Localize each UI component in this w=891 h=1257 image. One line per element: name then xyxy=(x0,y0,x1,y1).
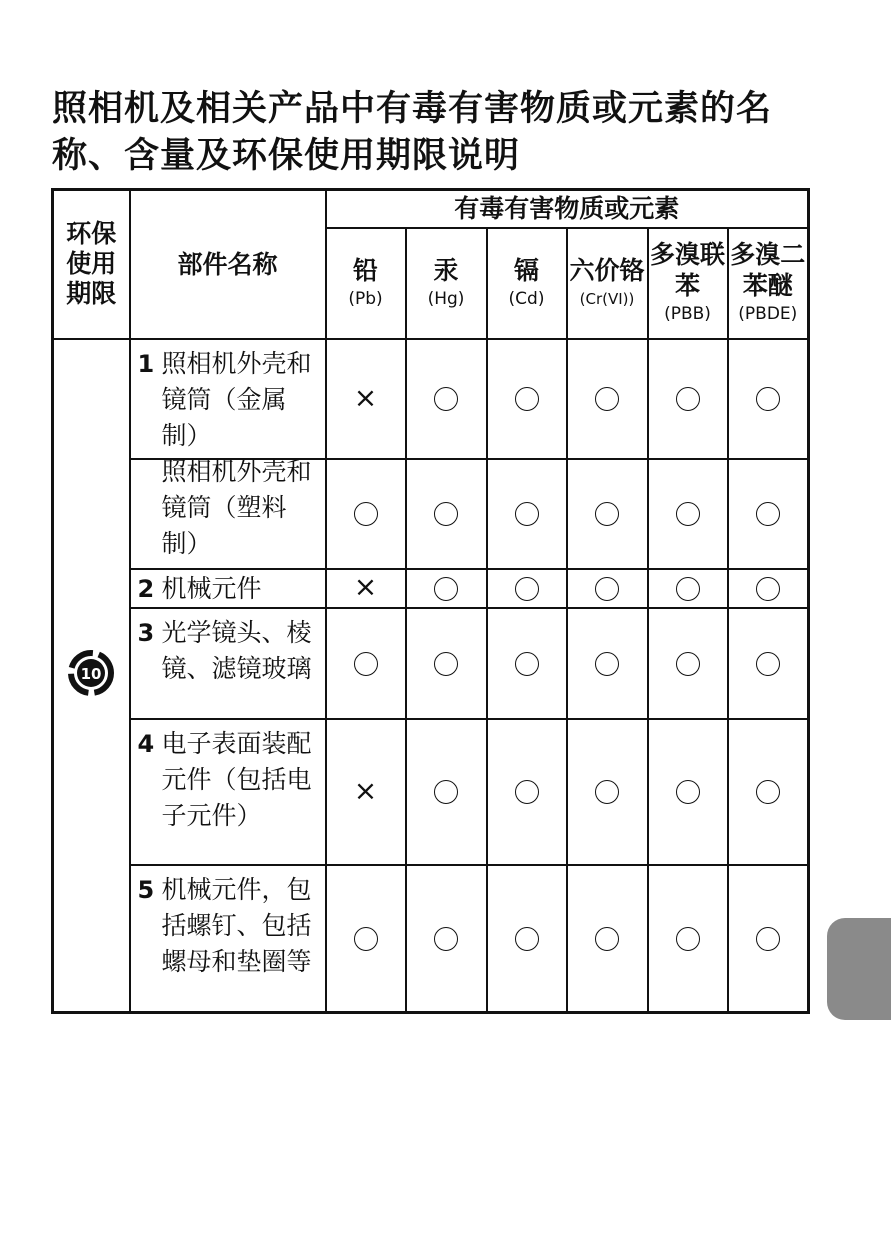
period-header xyxy=(53,190,130,339)
epup-10-icon xyxy=(67,649,115,697)
substance-group-header xyxy=(326,190,809,228)
absent-mark xyxy=(515,577,539,601)
element-name: 多溴联苯 xyxy=(649,240,725,300)
substance-group-label: 有毒有害物质或元素 xyxy=(454,194,680,224)
hazardous-substance-table xyxy=(51,188,810,1014)
part-name-header xyxy=(130,190,326,339)
substance-mark-cell xyxy=(728,865,809,1013)
substance-mark-cell xyxy=(648,865,728,1013)
substance-mark-cell xyxy=(567,569,648,608)
absent-mark xyxy=(515,387,539,411)
substance-mark-cell xyxy=(567,719,648,865)
part-name-cell xyxy=(130,865,326,1013)
element-symbol: (Hg) xyxy=(427,288,465,309)
part-name-text: 机械元件，包括螺钉、包括螺母和垫圈等 xyxy=(161,874,312,976)
absent-mark xyxy=(354,502,378,526)
substance-mark-cell xyxy=(648,339,728,459)
absent-mark xyxy=(434,577,458,601)
substance-mark-cell xyxy=(648,608,728,719)
element-symbol: (Cd) xyxy=(508,288,545,309)
absent-mark xyxy=(595,577,619,601)
absent-mark xyxy=(595,780,619,804)
part-name-cell xyxy=(130,339,326,459)
substance-mark-cell xyxy=(326,569,406,608)
substance-mark-cell xyxy=(326,459,406,569)
substance-mark-cell xyxy=(567,459,648,569)
substance-mark-cell xyxy=(406,865,487,1013)
exceeds-mark: × xyxy=(353,773,378,807)
element-name: 六价铬 xyxy=(569,255,645,285)
substance-mark-cell xyxy=(728,719,809,865)
substance-mark-cell xyxy=(487,459,567,569)
substance-mark-cell xyxy=(487,865,567,1013)
section-tab xyxy=(827,918,891,1020)
element-name: 汞 xyxy=(433,255,459,285)
absent-mark xyxy=(515,652,539,676)
page-title xyxy=(52,86,812,180)
absent-mark xyxy=(434,652,458,676)
table-row xyxy=(53,459,809,569)
element-name: 多溴二苯醚 xyxy=(730,240,806,300)
substance-mark-cell xyxy=(728,608,809,719)
substance-mark-cell xyxy=(487,569,567,608)
part-name-text: 照相机外壳和镜筒（塑料制） xyxy=(161,456,312,558)
element-name: 铅 xyxy=(352,255,378,285)
absent-mark xyxy=(676,780,700,804)
element-header xyxy=(728,228,809,339)
part-name-text: 光学镜头、棱镜、滤镜玻璃 xyxy=(161,617,312,683)
element-symbol: (PBDE) xyxy=(738,304,798,324)
substance-mark-cell xyxy=(406,608,487,719)
absent-mark xyxy=(595,387,619,411)
absent-mark xyxy=(756,502,780,526)
absent-mark xyxy=(756,927,780,951)
substance-mark-cell xyxy=(326,719,406,865)
part-name-text: 机械元件 xyxy=(161,573,262,603)
absent-mark xyxy=(354,927,378,951)
substance-mark-cell xyxy=(648,459,728,569)
absent-mark xyxy=(676,927,700,951)
element-header xyxy=(406,228,487,339)
part-number: 1 xyxy=(137,349,155,378)
substance-mark-cell xyxy=(406,719,487,865)
part-number: 2 xyxy=(137,574,155,603)
part-name-cell xyxy=(130,569,326,608)
substance-mark-cell xyxy=(326,865,406,1013)
part-name-cell xyxy=(130,456,326,569)
substance-mark-cell xyxy=(487,719,567,865)
absent-mark xyxy=(756,577,780,601)
table-row xyxy=(53,569,809,608)
part-name-cell xyxy=(130,719,326,865)
absent-mark xyxy=(434,780,458,804)
element-header xyxy=(326,228,406,339)
part-name-header-label: 部件名称 xyxy=(177,249,278,279)
element-symbol: (PBB) xyxy=(664,304,711,324)
absent-mark xyxy=(676,577,700,601)
element-symbol: (Cr(VI)) xyxy=(579,289,635,308)
absent-mark xyxy=(676,387,700,411)
element-header xyxy=(648,228,728,339)
absent-mark xyxy=(595,927,619,951)
absent-mark xyxy=(595,502,619,526)
substance-mark-cell xyxy=(567,865,648,1013)
substance-mark-cell xyxy=(648,569,728,608)
part-number: 5 xyxy=(137,875,155,904)
substance-mark-cell xyxy=(728,569,809,608)
absent-mark xyxy=(434,387,458,411)
exceeds-mark: × xyxy=(353,380,378,414)
absent-mark xyxy=(354,652,378,676)
absent-mark xyxy=(756,387,780,411)
substance-mark-cell xyxy=(406,339,487,459)
absent-mark xyxy=(515,780,539,804)
substance-mark-cell xyxy=(406,459,487,569)
substance-mark-cell xyxy=(487,608,567,719)
table-row xyxy=(53,339,809,459)
absent-mark xyxy=(756,780,780,804)
part-name-cell xyxy=(130,608,326,719)
substance-mark-cell xyxy=(567,608,648,719)
part-name-text: 电子表面装配元件（包括电子元件） xyxy=(161,728,312,830)
table-row xyxy=(53,608,809,719)
table-row xyxy=(53,719,809,865)
period-header-label: 环保使用期限 xyxy=(66,219,117,309)
part-number: 3 xyxy=(137,618,155,647)
period-cell xyxy=(53,339,130,1013)
absent-mark xyxy=(434,502,458,526)
title-line-2: 称、含量及环保使用期限说明 xyxy=(52,136,521,176)
exceeds-mark: × xyxy=(353,570,378,603)
part-number: 4 xyxy=(137,729,155,758)
substance-mark-cell xyxy=(728,459,809,569)
absent-mark xyxy=(515,927,539,951)
absent-mark xyxy=(515,502,539,526)
substance-mark-cell xyxy=(326,339,406,459)
part-name-text: 照相机外壳和镜筒（金属制） xyxy=(161,348,312,450)
substance-mark-cell xyxy=(406,569,487,608)
element-symbol: (Pb) xyxy=(348,288,383,309)
absent-mark xyxy=(756,652,780,676)
substance-mark-cell xyxy=(487,339,567,459)
element-header xyxy=(487,228,567,339)
substance-mark-cell xyxy=(326,608,406,719)
element-name: 镉 xyxy=(513,255,539,285)
table-row xyxy=(53,865,809,1013)
absent-mark xyxy=(595,652,619,676)
element-header xyxy=(567,228,648,339)
epup-10-number: 10 xyxy=(80,665,102,684)
substance-mark-cell xyxy=(648,719,728,865)
absent-mark xyxy=(676,652,700,676)
title-line-1: 照相机及相关产品中有毒有害物质或元素的名 xyxy=(52,89,773,129)
substance-mark-cell xyxy=(728,339,809,459)
absent-mark xyxy=(434,927,458,951)
absent-mark xyxy=(676,502,700,526)
substance-mark-cell xyxy=(567,339,648,459)
